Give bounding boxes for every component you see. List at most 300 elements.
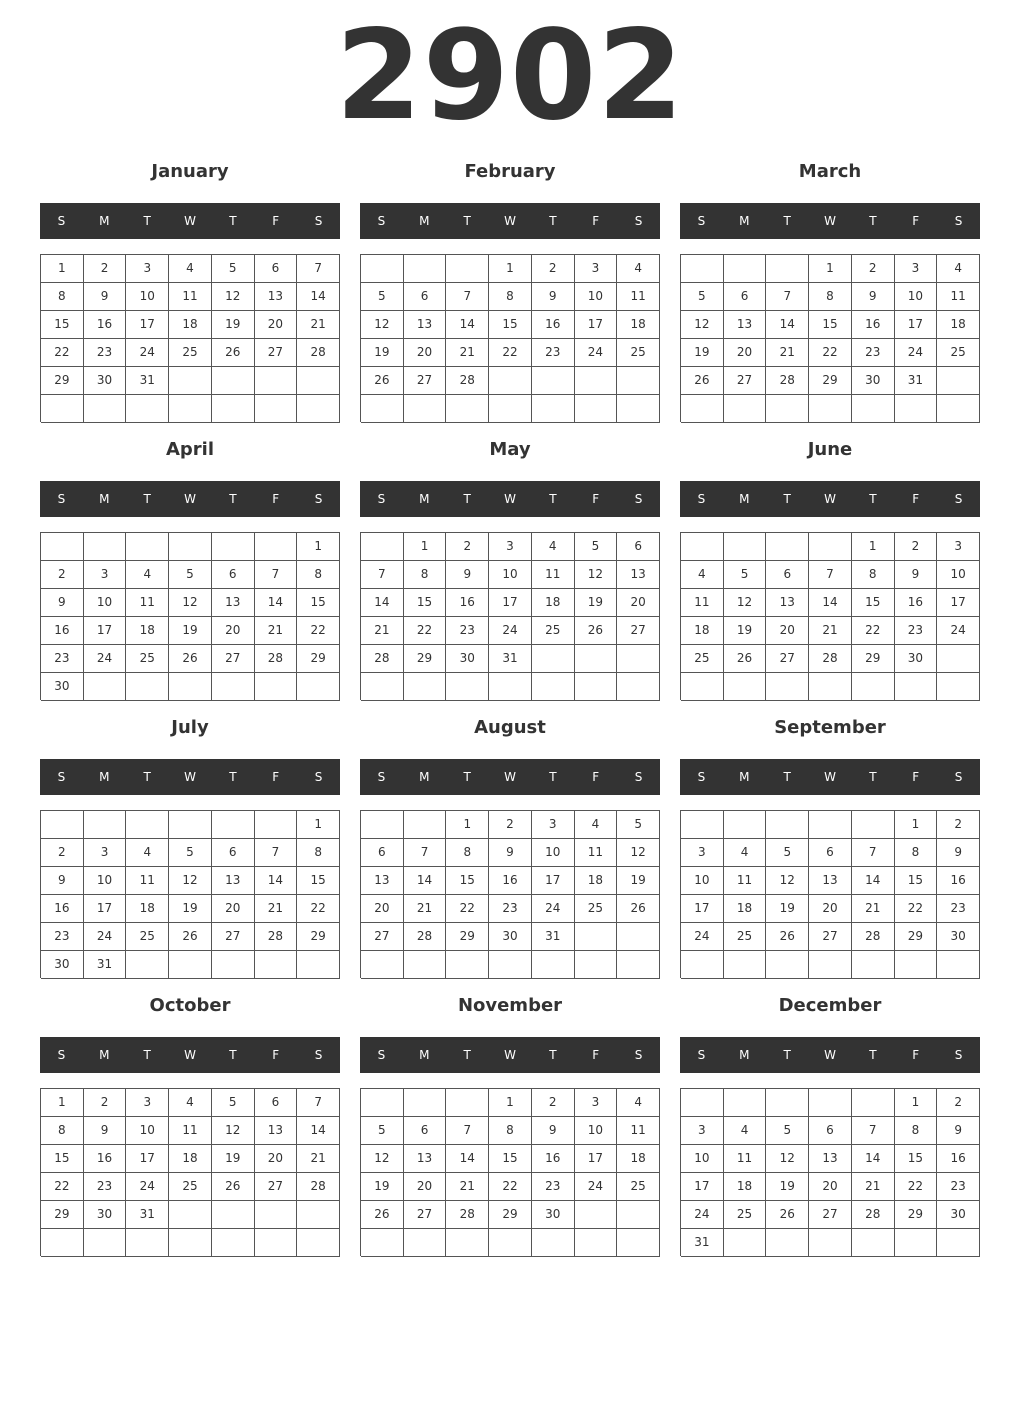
day-cell: 17 bbox=[84, 617, 127, 645]
day-cell: 12 bbox=[169, 589, 212, 617]
day-cell: 19 bbox=[766, 895, 809, 923]
day-cell: 9 bbox=[84, 283, 127, 311]
weekday-label: W bbox=[504, 492, 516, 506]
day-cell: 16 bbox=[532, 1145, 575, 1173]
day-cell: 14 bbox=[255, 589, 298, 617]
empty-cell bbox=[809, 1089, 852, 1117]
day-cell: 28 bbox=[297, 1173, 340, 1201]
empty-cell bbox=[681, 951, 724, 979]
empty-cell bbox=[532, 1229, 575, 1257]
day-grid bbox=[680, 254, 980, 422]
day-cell: 14 bbox=[809, 589, 852, 617]
day-cell: 26 bbox=[169, 645, 212, 673]
empty-cell bbox=[766, 255, 809, 283]
month-title: August bbox=[474, 717, 546, 738]
day-cell: 17 bbox=[575, 311, 618, 339]
weekday-label: S bbox=[697, 1048, 706, 1062]
empty-cell bbox=[575, 951, 618, 979]
day-cell: 13 bbox=[809, 867, 852, 895]
empty-cell bbox=[212, 811, 255, 839]
month-title: February bbox=[464, 161, 556, 182]
weekday-label: T bbox=[143, 214, 151, 228]
weekday-label: M bbox=[419, 492, 430, 506]
day-cell: 29 bbox=[446, 923, 489, 951]
empty-cell bbox=[809, 395, 852, 423]
empty-cell bbox=[212, 1229, 255, 1257]
day-cell: 4 bbox=[169, 255, 212, 283]
day-cell: 10 bbox=[895, 283, 938, 311]
day-cell: 7 bbox=[297, 255, 340, 283]
day-cell: 10 bbox=[126, 1117, 169, 1145]
empty-cell bbox=[937, 673, 980, 701]
day-cell: 14 bbox=[446, 311, 489, 339]
day-cell: 6 bbox=[255, 255, 298, 283]
day-cell: 27 bbox=[809, 1201, 852, 1229]
day-cell: 23 bbox=[41, 645, 84, 673]
month-may bbox=[360, 434, 660, 704]
day-cell: 5 bbox=[766, 839, 809, 867]
day-cell: 22 bbox=[895, 895, 938, 923]
day-cell: 14 bbox=[361, 589, 404, 617]
day-cell: 5 bbox=[169, 561, 212, 589]
empty-cell bbox=[681, 255, 724, 283]
day-cell: 24 bbox=[84, 645, 127, 673]
day-cell: 11 bbox=[617, 283, 660, 311]
day-cell: 9 bbox=[532, 1117, 575, 1145]
day-cell: 16 bbox=[852, 311, 895, 339]
empty-cell bbox=[361, 395, 404, 423]
day-cell: 29 bbox=[895, 923, 938, 951]
day-cell: 30 bbox=[489, 923, 532, 951]
day-cell: 6 bbox=[809, 839, 852, 867]
day-cell: 24 bbox=[532, 895, 575, 923]
day-cell: 21 bbox=[297, 1145, 340, 1173]
weekday-header bbox=[360, 203, 660, 239]
day-cell: 31 bbox=[126, 367, 169, 395]
weekday-label: W bbox=[504, 1048, 516, 1062]
day-cell: 16 bbox=[895, 589, 938, 617]
day-cell: 21 bbox=[361, 617, 404, 645]
empty-cell bbox=[404, 255, 447, 283]
weekday-header bbox=[360, 1037, 660, 1073]
weekday-label: T bbox=[463, 214, 471, 228]
day-cell: 3 bbox=[84, 561, 127, 589]
weekday-label: S bbox=[314, 492, 323, 506]
day-cell: 8 bbox=[809, 283, 852, 311]
day-grid bbox=[40, 1088, 340, 1256]
day-cell: 12 bbox=[617, 839, 660, 867]
day-cell: 29 bbox=[852, 645, 895, 673]
day-cell: 23 bbox=[532, 1173, 575, 1201]
day-cell: 8 bbox=[41, 1117, 84, 1145]
weekday-label: T bbox=[869, 214, 877, 228]
day-cell: 6 bbox=[404, 283, 447, 311]
day-cell: 20 bbox=[809, 1173, 852, 1201]
day-grid bbox=[40, 810, 340, 978]
weekday-label: M bbox=[739, 1048, 750, 1062]
day-cell: 7 bbox=[255, 561, 298, 589]
weekday-label: T bbox=[229, 492, 237, 506]
day-cell: 28 bbox=[255, 923, 298, 951]
day-cell: 4 bbox=[724, 1117, 767, 1145]
day-cell: 5 bbox=[212, 255, 255, 283]
weekday-label: T bbox=[143, 770, 151, 784]
day-cell: 2 bbox=[852, 255, 895, 283]
day-grid bbox=[40, 254, 340, 422]
day-cell: 18 bbox=[126, 895, 169, 923]
day-grid bbox=[40, 532, 340, 700]
empty-cell bbox=[404, 1089, 447, 1117]
empty-cell bbox=[212, 395, 255, 423]
day-cell: 17 bbox=[681, 1173, 724, 1201]
empty-cell bbox=[617, 1229, 660, 1257]
day-cell: 11 bbox=[617, 1117, 660, 1145]
empty-cell bbox=[852, 1089, 895, 1117]
day-grid bbox=[360, 810, 660, 978]
day-cell: 2 bbox=[41, 839, 84, 867]
day-cell: 8 bbox=[895, 839, 938, 867]
day-cell: 12 bbox=[361, 311, 404, 339]
weekday-label: F bbox=[912, 214, 920, 228]
day-cell: 19 bbox=[724, 617, 767, 645]
day-cell: 28 bbox=[446, 367, 489, 395]
weekday-label: T bbox=[463, 492, 471, 506]
month-title: September bbox=[774, 717, 886, 738]
day-cell: 27 bbox=[809, 923, 852, 951]
weekday-label: F bbox=[912, 1048, 920, 1062]
day-cell: 25 bbox=[724, 923, 767, 951]
day-cell: 13 bbox=[724, 311, 767, 339]
empty-cell bbox=[809, 811, 852, 839]
weekday-label: S bbox=[377, 1048, 386, 1062]
day-cell: 31 bbox=[681, 1229, 724, 1257]
day-grid bbox=[680, 1088, 980, 1256]
empty-cell bbox=[169, 367, 212, 395]
empty-cell bbox=[84, 811, 127, 839]
day-cell: 28 bbox=[766, 367, 809, 395]
weekday-label: S bbox=[954, 214, 963, 228]
day-cell: 22 bbox=[41, 1173, 84, 1201]
day-cell: 17 bbox=[575, 1145, 618, 1173]
day-cell: 12 bbox=[212, 1117, 255, 1145]
day-cell: 11 bbox=[126, 589, 169, 617]
day-cell: 21 bbox=[255, 617, 298, 645]
day-cell: 22 bbox=[809, 339, 852, 367]
day-cell: 31 bbox=[126, 1201, 169, 1229]
day-cell: 24 bbox=[575, 339, 618, 367]
day-cell: 18 bbox=[575, 867, 618, 895]
weekday-header bbox=[40, 1037, 340, 1073]
day-cell: 19 bbox=[361, 339, 404, 367]
day-cell: 12 bbox=[361, 1145, 404, 1173]
empty-cell bbox=[255, 673, 298, 701]
empty-cell bbox=[617, 951, 660, 979]
day-cell: 19 bbox=[169, 617, 212, 645]
day-cell: 15 bbox=[41, 1145, 84, 1173]
day-cell: 16 bbox=[84, 1145, 127, 1173]
empty-cell bbox=[809, 951, 852, 979]
day-cell: 4 bbox=[617, 255, 660, 283]
day-cell: 30 bbox=[937, 923, 980, 951]
day-cell: 26 bbox=[766, 1201, 809, 1229]
weekday-label: T bbox=[143, 492, 151, 506]
day-cell: 28 bbox=[446, 1201, 489, 1229]
day-cell: 15 bbox=[852, 589, 895, 617]
day-cell: 30 bbox=[937, 1201, 980, 1229]
day-cell: 27 bbox=[404, 1201, 447, 1229]
empty-cell bbox=[41, 395, 84, 423]
day-cell: 18 bbox=[681, 617, 724, 645]
day-cell: 24 bbox=[895, 339, 938, 367]
weekday-label: F bbox=[592, 770, 600, 784]
empty-cell bbox=[766, 673, 809, 701]
empty-cell bbox=[446, 1229, 489, 1257]
weekday-label: W bbox=[824, 492, 836, 506]
weekday-label: W bbox=[824, 1048, 836, 1062]
day-cell: 21 bbox=[255, 895, 298, 923]
day-cell: 28 bbox=[297, 339, 340, 367]
empty-cell bbox=[297, 1229, 340, 1257]
day-cell: 19 bbox=[361, 1173, 404, 1201]
empty-cell bbox=[895, 395, 938, 423]
empty-cell bbox=[617, 645, 660, 673]
day-cell: 29 bbox=[41, 1201, 84, 1229]
weekday-label: S bbox=[314, 214, 323, 228]
weekday-label: W bbox=[184, 1048, 196, 1062]
empty-cell bbox=[404, 395, 447, 423]
day-cell: 12 bbox=[212, 283, 255, 311]
weekday-label: S bbox=[314, 1048, 323, 1062]
weekday-label: W bbox=[824, 214, 836, 228]
empty-cell bbox=[297, 1201, 340, 1229]
empty-cell bbox=[681, 811, 724, 839]
day-cell: 14 bbox=[852, 867, 895, 895]
day-cell: 23 bbox=[937, 1173, 980, 1201]
day-cell: 27 bbox=[361, 923, 404, 951]
day-cell: 12 bbox=[766, 1145, 809, 1173]
empty-cell bbox=[212, 673, 255, 701]
day-cell: 7 bbox=[446, 1117, 489, 1145]
day-cell: 16 bbox=[41, 895, 84, 923]
day-cell: 10 bbox=[532, 839, 575, 867]
day-cell: 8 bbox=[852, 561, 895, 589]
day-cell: 29 bbox=[895, 1201, 938, 1229]
day-cell: 30 bbox=[532, 1201, 575, 1229]
day-cell: 9 bbox=[852, 283, 895, 311]
day-cell: 16 bbox=[532, 311, 575, 339]
day-cell: 9 bbox=[937, 1117, 980, 1145]
day-cell: 13 bbox=[766, 589, 809, 617]
day-cell: 12 bbox=[169, 867, 212, 895]
day-cell: 12 bbox=[575, 561, 618, 589]
day-cell: 18 bbox=[169, 311, 212, 339]
day-cell: 1 bbox=[852, 533, 895, 561]
weekday-label: S bbox=[57, 770, 66, 784]
empty-cell bbox=[361, 1229, 404, 1257]
day-cell: 7 bbox=[361, 561, 404, 589]
weekday-label: T bbox=[549, 1048, 557, 1062]
day-cell: 4 bbox=[937, 255, 980, 283]
empty-cell bbox=[212, 367, 255, 395]
day-cell: 7 bbox=[446, 283, 489, 311]
day-cell: 11 bbox=[169, 283, 212, 311]
weekday-label: W bbox=[504, 214, 516, 228]
empty-cell bbox=[404, 1229, 447, 1257]
day-cell: 2 bbox=[532, 255, 575, 283]
day-cell: 9 bbox=[446, 561, 489, 589]
day-cell: 15 bbox=[41, 311, 84, 339]
day-cell: 16 bbox=[489, 867, 532, 895]
empty-cell bbox=[724, 811, 767, 839]
day-cell: 23 bbox=[489, 895, 532, 923]
day-cell: 9 bbox=[84, 1117, 127, 1145]
day-cell: 26 bbox=[212, 1173, 255, 1201]
day-cell: 15 bbox=[297, 589, 340, 617]
day-cell: 20 bbox=[361, 895, 404, 923]
day-cell: 5 bbox=[766, 1117, 809, 1145]
day-cell: 15 bbox=[404, 589, 447, 617]
empty-cell bbox=[255, 367, 298, 395]
day-cell: 1 bbox=[297, 811, 340, 839]
weekday-header bbox=[360, 759, 660, 795]
day-cell: 10 bbox=[489, 561, 532, 589]
weekday-header bbox=[40, 203, 340, 239]
empty-cell bbox=[361, 1089, 404, 1117]
day-cell: 3 bbox=[126, 255, 169, 283]
day-cell: 5 bbox=[361, 1117, 404, 1145]
day-cell: 29 bbox=[489, 1201, 532, 1229]
day-cell: 29 bbox=[297, 923, 340, 951]
empty-cell bbox=[852, 951, 895, 979]
day-cell: 27 bbox=[617, 617, 660, 645]
day-cell: 4 bbox=[169, 1089, 212, 1117]
day-cell: 23 bbox=[895, 617, 938, 645]
empty-cell bbox=[724, 395, 767, 423]
weekday-header bbox=[680, 203, 980, 239]
weekday-label: T bbox=[463, 1048, 471, 1062]
month-february bbox=[360, 156, 660, 426]
weekday-label: T bbox=[869, 492, 877, 506]
day-cell: 11 bbox=[937, 283, 980, 311]
empty-cell bbox=[724, 1089, 767, 1117]
day-cell: 13 bbox=[809, 1145, 852, 1173]
weekday-label: S bbox=[954, 1048, 963, 1062]
empty-cell bbox=[766, 395, 809, 423]
day-cell: 11 bbox=[724, 867, 767, 895]
day-cell: 7 bbox=[852, 1117, 895, 1145]
empty-cell bbox=[575, 673, 618, 701]
day-cell: 4 bbox=[532, 533, 575, 561]
empty-cell bbox=[361, 255, 404, 283]
weekday-label: S bbox=[634, 214, 643, 228]
weekday-label: F bbox=[592, 492, 600, 506]
day-cell: 25 bbox=[169, 1173, 212, 1201]
day-cell: 21 bbox=[404, 895, 447, 923]
day-cell: 4 bbox=[681, 561, 724, 589]
day-cell: 30 bbox=[895, 645, 938, 673]
month-title: March bbox=[798, 161, 862, 182]
empty-cell bbox=[169, 951, 212, 979]
day-grid bbox=[360, 532, 660, 700]
day-cell: 3 bbox=[895, 255, 938, 283]
day-cell: 17 bbox=[84, 895, 127, 923]
empty-cell bbox=[212, 533, 255, 561]
day-cell: 22 bbox=[41, 339, 84, 367]
empty-cell bbox=[766, 811, 809, 839]
day-cell: 5 bbox=[212, 1089, 255, 1117]
month-title: January bbox=[151, 161, 229, 182]
day-cell: 8 bbox=[41, 283, 84, 311]
day-cell: 20 bbox=[255, 311, 298, 339]
empty-cell bbox=[575, 367, 618, 395]
day-grid bbox=[360, 254, 660, 422]
day-cell: 25 bbox=[575, 895, 618, 923]
weekday-label: M bbox=[99, 770, 110, 784]
day-cell: 24 bbox=[681, 1201, 724, 1229]
empty-cell bbox=[681, 533, 724, 561]
month-july bbox=[40, 712, 340, 982]
day-cell: 20 bbox=[404, 1173, 447, 1201]
day-cell: 19 bbox=[212, 1145, 255, 1173]
month-title: May bbox=[489, 439, 531, 460]
empty-cell bbox=[446, 395, 489, 423]
empty-cell bbox=[126, 673, 169, 701]
day-cell: 3 bbox=[532, 811, 575, 839]
empty-cell bbox=[937, 951, 980, 979]
empty-cell bbox=[489, 951, 532, 979]
day-cell: 30 bbox=[41, 951, 84, 979]
month-october bbox=[40, 990, 340, 1260]
day-cell: 27 bbox=[212, 923, 255, 951]
day-cell: 16 bbox=[84, 311, 127, 339]
day-cell: 2 bbox=[446, 533, 489, 561]
day-cell: 2 bbox=[489, 811, 532, 839]
day-cell: 18 bbox=[724, 1173, 767, 1201]
weekday-label: S bbox=[377, 492, 386, 506]
day-cell: 15 bbox=[446, 867, 489, 895]
weekday-label: T bbox=[229, 214, 237, 228]
weekday-label: F bbox=[592, 1048, 600, 1062]
empty-cell bbox=[255, 951, 298, 979]
day-grid bbox=[680, 532, 980, 700]
day-cell: 19 bbox=[681, 339, 724, 367]
day-cell: 6 bbox=[255, 1089, 298, 1117]
weekday-label: S bbox=[377, 214, 386, 228]
day-cell: 17 bbox=[532, 867, 575, 895]
day-cell: 25 bbox=[532, 617, 575, 645]
day-cell: 30 bbox=[84, 367, 127, 395]
day-cell: 3 bbox=[575, 1089, 618, 1117]
empty-cell bbox=[681, 1089, 724, 1117]
day-cell: 12 bbox=[766, 867, 809, 895]
day-cell: 29 bbox=[809, 367, 852, 395]
day-cell: 31 bbox=[84, 951, 127, 979]
day-cell: 28 bbox=[361, 645, 404, 673]
empty-cell bbox=[895, 1229, 938, 1257]
day-cell: 8 bbox=[446, 839, 489, 867]
day-cell: 4 bbox=[617, 1089, 660, 1117]
day-cell: 1 bbox=[895, 1089, 938, 1117]
empty-cell bbox=[809, 1229, 852, 1257]
day-cell: 1 bbox=[446, 811, 489, 839]
weekday-header bbox=[680, 1037, 980, 1073]
day-cell: 20 bbox=[809, 895, 852, 923]
weekday-label: T bbox=[783, 770, 791, 784]
weekday-label: T bbox=[549, 214, 557, 228]
day-cell: 16 bbox=[446, 589, 489, 617]
day-cell: 17 bbox=[937, 589, 980, 617]
day-cell: 5 bbox=[575, 533, 618, 561]
